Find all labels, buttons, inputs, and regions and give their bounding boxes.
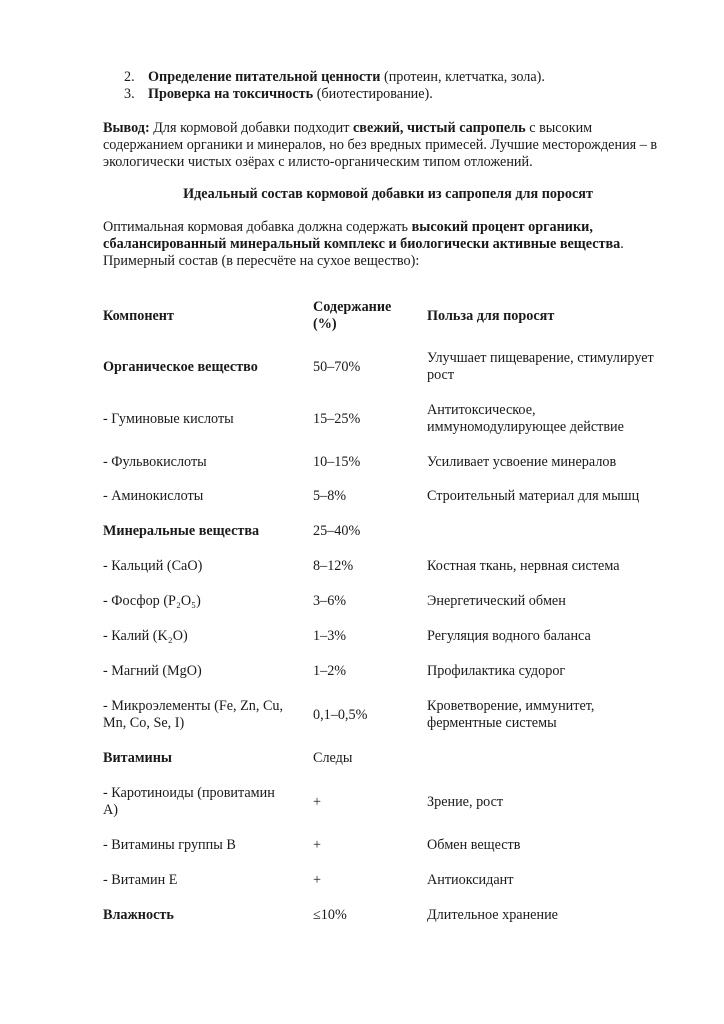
cell-component: - Гуминовые кислоты [103, 411, 234, 427]
numbered-list [124, 69, 624, 103]
cell-content: 1–2% [313, 663, 347, 679]
cell-component: Минеральные вещества [103, 523, 260, 539]
cell-component: - Витамины группы В [103, 837, 236, 853]
cell-content: + [313, 794, 322, 810]
cell-content: 8–12% [313, 558, 354, 574]
cell-component: - Калий (K₂O) [103, 628, 188, 644]
cell-benefit: Регуляция водного баланса [427, 628, 591, 644]
cell-content: 50–70% [313, 359, 361, 375]
cell-component: - Аминокислоты [103, 488, 204, 504]
cell-component: - Витамин Е [103, 872, 178, 888]
cell-benefit: Антиоксидант [427, 872, 514, 888]
conclusion-text: с высоким содержанием органики и минералов, но без вредных примесей. Лучшие месторождения – в экологически чистых озёрах с илисто-органическим типом отложений. [103, 120, 658, 170]
cell-benefit: Профилактика судорог [427, 663, 566, 679]
cell-content: 1–3% [313, 628, 347, 644]
cell-content: 3–6% [313, 593, 347, 609]
cell-benefit: Энергетический обмен [427, 593, 566, 609]
conclusion-paragraph [103, 120, 673, 171]
cell-content: + [313, 837, 322, 853]
cell-content: 25–40% [313, 523, 361, 539]
cell-content: 0,1–0,5% [313, 707, 368, 723]
cell-content: + [313, 872, 322, 888]
cell-content: ≤10% [313, 907, 347, 923]
cell-component: Витамины [103, 750, 172, 766]
cell-benefit: Усиливает усвоение минералов [427, 454, 617, 470]
conclusion-label: Вывод: [103, 120, 150, 136]
cell-benefit: Длительное хранение [427, 907, 558, 923]
intro-text: Оптимальная кормовая добавка должна содержать [103, 219, 412, 235]
cell-content: 15–25% [313, 411, 361, 427]
cell-content: 10–15% [313, 454, 361, 470]
intro-paragraph [103, 219, 673, 270]
cell-benefit: Улучшает пищеварение, стимулирует рост [427, 350, 654, 383]
list-item [124, 86, 624, 103]
cell-benefit: Обмен веществ [427, 837, 521, 853]
list-item-text: (биотестирование). [313, 86, 433, 102]
list-item [124, 69, 624, 86]
cell-component: - Кальций (CaO) [103, 558, 203, 574]
intro-bold: высокий процент органики, сбалансированный минеральный комплекс и биологически активные вещества [103, 219, 621, 252]
conclusion-text: Для кормовой добавки подходит [149, 120, 353, 136]
cell-component: - Каротиноиды (провитамин А) [103, 785, 275, 818]
cell-component: Органическое вещество [103, 359, 258, 375]
conclusion-bold: свежий, чистый сапропель [352, 120, 526, 136]
cell-component: - Фосфор (P₂O₅) [103, 593, 201, 609]
cell-benefit: Костная ткань, нервная система [427, 558, 620, 574]
list-item-bold: Проверка на токсичность [148, 86, 314, 102]
list-item-text: (протеин, клетчатка, зола). [380, 69, 545, 85]
list-number: 3. [124, 86, 135, 102]
cell-benefit: Зрение, рост [427, 794, 504, 810]
header-benefit: Польза для поросят [427, 308, 555, 324]
section-title: Идеальный состав кормовой добавки из сапропеля для поросят [183, 186, 593, 202]
list-item-bold: Определение питательной ценности [148, 69, 381, 85]
cell-component: - Магний (MgO) [103, 663, 202, 679]
list-number: 2. [124, 69, 135, 85]
header-content: Содержание (%) [313, 299, 392, 332]
cell-benefit: Кроветворение, иммунитет, ферментные системы [427, 698, 595, 731]
cell-benefit: Антитоксическое, иммуномодулирующее действие [427, 402, 624, 435]
intro-text: . Примерный состав (в пересчёте на сухое вещество): [103, 236, 624, 269]
cell-component: - Фульвокислоты [103, 454, 207, 470]
cell-component: Влажность [103, 907, 174, 923]
cell-component: - Микроэлементы (Fe, Zn, Cu, Mn, Co, Se, I) [103, 698, 284, 731]
cell-content: Следы [313, 750, 353, 766]
cell-content: 5–8% [313, 488, 347, 504]
header-component: Компонент [103, 308, 174, 324]
cell-benefit: Строительный материал для мышц [427, 488, 640, 504]
